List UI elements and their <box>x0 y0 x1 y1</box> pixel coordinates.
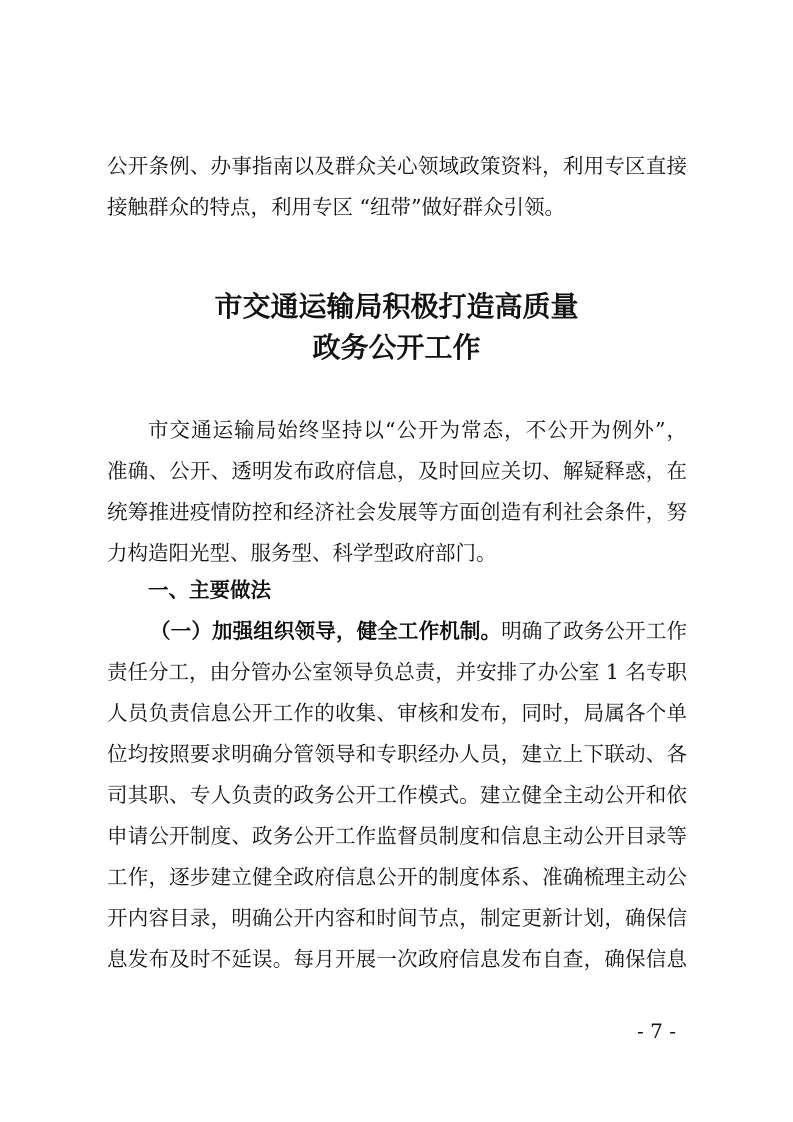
section-heading: 一、主要做法 <box>148 578 271 602</box>
subsection-first-line <box>150 616 687 646</box>
intro-line-1: 公开条例、办事指南以及群众关心领域政策资料，利用专区直接 <box>107 154 687 178</box>
subsection-line-4: 位均按照要求明确分管领导和专职经办人员，建立上下联动、各 <box>107 742 687 766</box>
subsection-line-2: 责任分工，由分管办公室领导负总责，并安排了办公室 1 名专职 <box>107 660 687 684</box>
subsection-line-5: 司其职、专人负责的政务公开工作模式。建立健全主动公开和依 <box>107 783 687 807</box>
subsection-line-9: 息发布及时不延误。每月开展一次政府信息发布自查，确保信息 <box>107 947 687 971</box>
subsection-line-3: 人员负责信息公开工作的收集、审核和发布，同时，局属各个单 <box>107 701 687 725</box>
lead-line-4: 力构造阳光型、服务型、科学型政府部门。 <box>107 541 497 565</box>
page-number: - 7 - <box>637 1019 676 1043</box>
lead-line-1: 市交通运输局始终坚持以“公开为常态，不公开为例外”， <box>148 418 687 442</box>
intro-line-2: 接触群众的特点，利用专区 “纽带”做好群众引领。 <box>107 195 565 219</box>
subsection-first-line-rest: 明确了政务公开工作 <box>501 619 687 643</box>
subsection-line-8: 开内容目录，明确公开内容和时间节点，制定更新计划，确保信 <box>107 906 687 930</box>
lead-line-3: 统筹推进疫情防控和经济社会发展等方面创造有利社会条件，努 <box>107 500 687 524</box>
article-title-line-1: 市交通运输局积极打造高质量 <box>214 290 579 323</box>
subsection-line-7: 工作，逐步建立健全政府信息公开的制度体系、准确梳理主动公 <box>107 865 687 889</box>
article-title-line-2: 政务公开工作 <box>312 331 481 364</box>
subsection-bold-lead: （一）加强组织领导，健全工作机制。 <box>150 619 502 643</box>
lead-line-2: 准确、公开、透明发布政府信息，及时回应关切、解疑释惑，在 <box>107 459 687 483</box>
subsection-line-6: 申请公开制度、政务公开工作监督员制度和信息主动公开目录等 <box>107 824 687 848</box>
